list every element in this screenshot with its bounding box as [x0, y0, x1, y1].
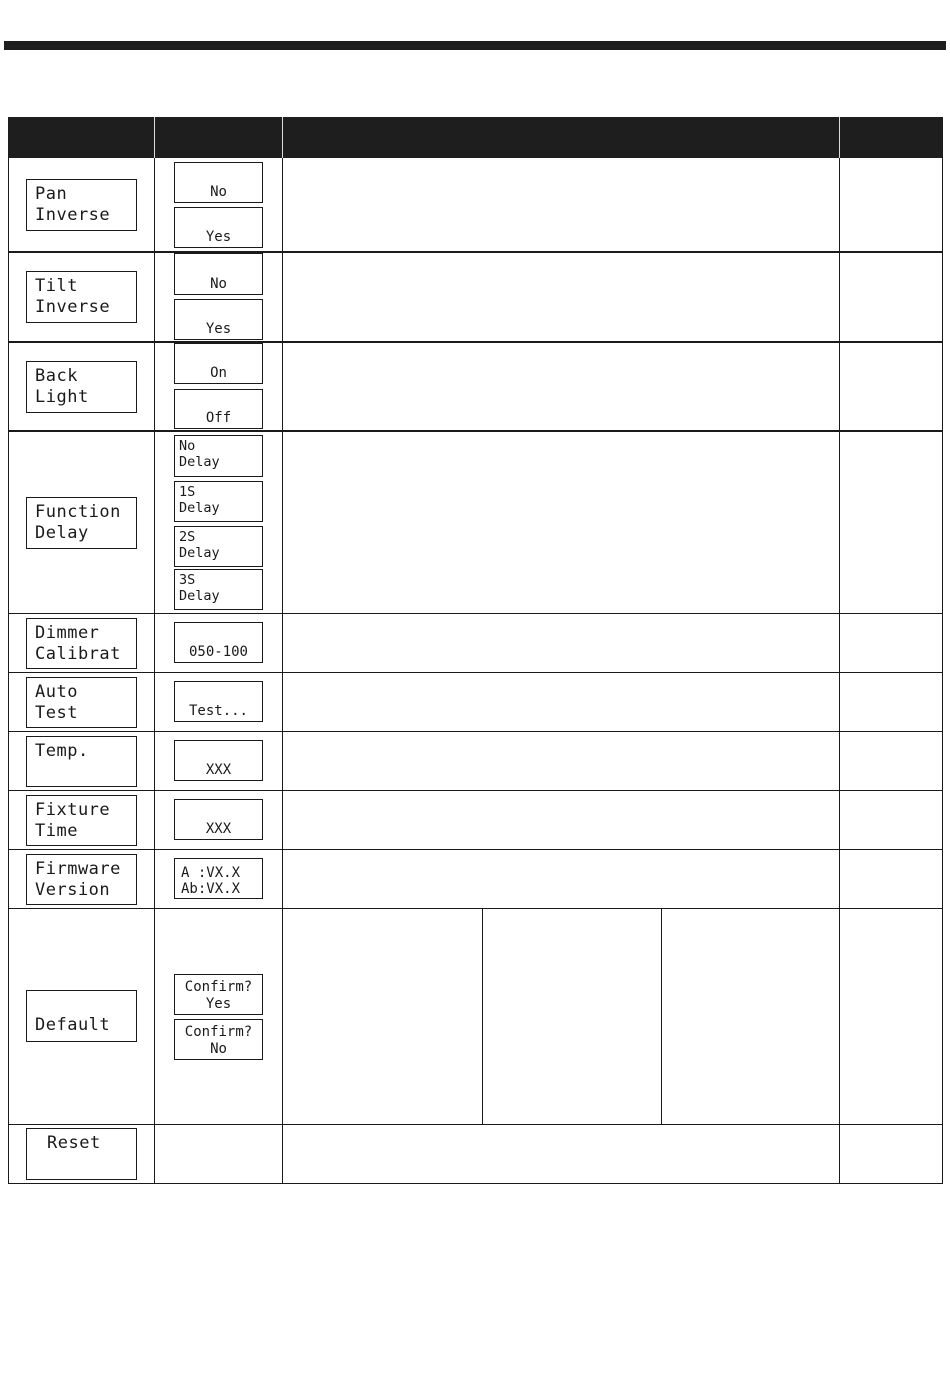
menu-item-pan-inverse: Pan Inverse	[26, 179, 137, 231]
header-divider	[839, 117, 840, 158]
row-divider	[8, 672, 943, 673]
menu-item-auto-test: Auto Test	[26, 677, 137, 728]
header-divider	[282, 117, 283, 158]
option-tilt-inverse-no: No	[174, 253, 263, 295]
option-2s-delay: 2S Delay	[174, 526, 263, 567]
option-pan-inverse-no: No	[174, 162, 263, 203]
option-fixture-time-value: XXX	[174, 799, 263, 840]
column-divider	[282, 158, 283, 1184]
row-divider	[8, 731, 943, 732]
row-divider	[8, 613, 943, 614]
column-divider	[482, 908, 483, 1124]
column-divider	[154, 158, 155, 1184]
row-divider	[8, 430, 943, 432]
column-divider	[839, 158, 840, 1184]
column-divider	[661, 908, 662, 1124]
header-divider	[154, 117, 155, 158]
top-rule	[4, 41, 946, 50]
table-header	[8, 117, 943, 158]
row-divider	[8, 908, 943, 909]
row-divider	[8, 341, 943, 343]
menu-item-tilt-inverse: Tilt Inverse	[26, 271, 137, 323]
menu-item-back-light: Back Light	[26, 361, 137, 413]
option-confirm-no: Confirm? No	[174, 1019, 263, 1060]
option-no-delay: No Delay	[174, 435, 263, 477]
option-back-light-on: On	[174, 343, 263, 384]
menu-item-fixture-time: Fixture Time	[26, 795, 137, 846]
menu-item-function-delay: Function Delay	[26, 497, 137, 549]
option-tilt-inverse-yes: Yes	[174, 299, 263, 340]
menu-item-firmware-version: Firmware Version	[26, 854, 137, 905]
menu-table	[8, 117, 943, 1184]
option-auto-test: Test...	[174, 681, 263, 722]
row-divider	[8, 251, 943, 253]
option-firmware-version-value: A :VX.X Ab:VX.X	[174, 858, 263, 899]
option-confirm-yes: Confirm? Yes	[174, 974, 263, 1015]
option-3s-delay: 3S Delay	[174, 569, 263, 610]
option-temp-value: XXX	[174, 740, 263, 781]
menu-item-reset: Reset	[26, 1128, 137, 1180]
menu-item-dimmer-calibrat: Dimmer Calibrat	[26, 618, 137, 669]
option-1s-delay: 1S Delay	[174, 481, 263, 522]
option-dimmer-range: 050-100	[174, 622, 263, 663]
option-back-light-off: Off	[174, 389, 263, 429]
row-divider	[8, 849, 943, 850]
menu-item-temp: Temp.	[26, 736, 137, 787]
option-pan-inverse-yes: Yes	[174, 207, 263, 248]
row-divider	[8, 790, 943, 791]
row-divider	[8, 1124, 943, 1125]
menu-item-default: Default	[26, 990, 137, 1042]
